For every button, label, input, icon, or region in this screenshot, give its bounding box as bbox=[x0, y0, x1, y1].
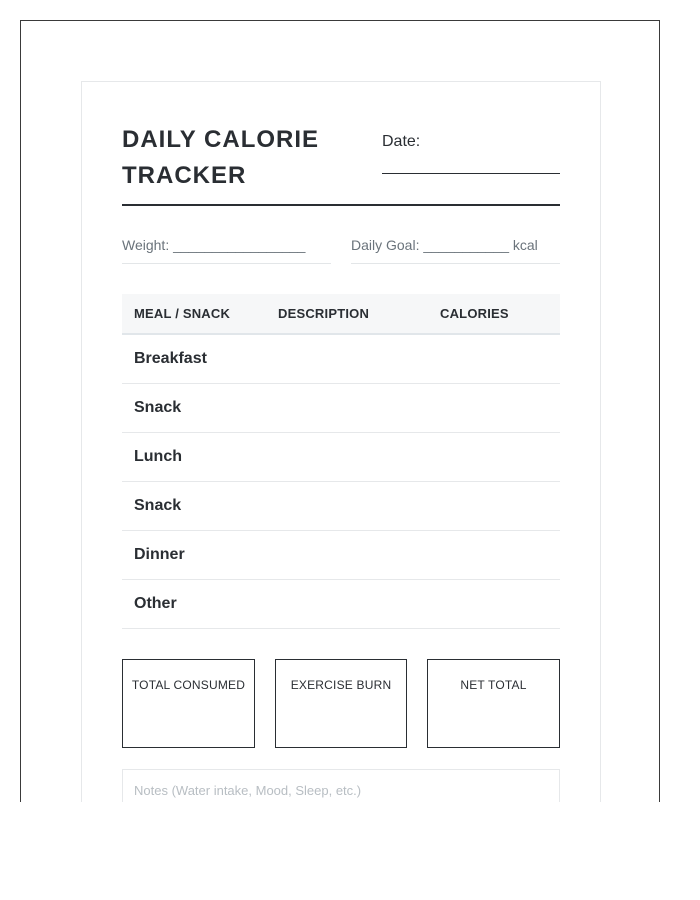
net-total-label: NET TOTAL bbox=[460, 678, 527, 692]
title-line-2: TRACKER bbox=[122, 162, 247, 189]
table-row[interactable] bbox=[122, 433, 560, 482]
daily-goal-field[interactable]: Daily Goal: ___________ kcal bbox=[351, 237, 538, 253]
column-header-calories: CALORIES bbox=[440, 306, 509, 321]
column-header-meal: MEAL / SNACK bbox=[134, 306, 231, 321]
page-cutoff bbox=[0, 802, 700, 900]
meal-label-lunch: Lunch bbox=[134, 448, 182, 465]
meal-label-snack-1: Snack bbox=[134, 399, 182, 416]
date-label: Date: bbox=[382, 133, 421, 150]
total-consumed-label: TOTAL CONSUMED bbox=[131, 678, 246, 692]
date-field-line[interactable] bbox=[382, 173, 560, 174]
meal-label-dinner: Dinner bbox=[134, 546, 185, 563]
exercise-burn-label: EXERCISE BURN bbox=[290, 678, 392, 692]
meal-label-breakfast: Breakfast bbox=[134, 350, 207, 367]
weight-field[interactable]: Weight: _________________ bbox=[122, 237, 306, 253]
table-row[interactable] bbox=[122, 531, 560, 580]
meal-table-header bbox=[122, 294, 560, 335]
net-total-box[interactable] bbox=[427, 659, 560, 748]
table-row[interactable] bbox=[122, 335, 560, 384]
goal-divider bbox=[351, 263, 560, 264]
title-divider bbox=[122, 204, 560, 206]
table-row[interactable] bbox=[122, 482, 560, 531]
notes-placeholder: Notes (Water intake, Mood, Sleep, etc.) bbox=[134, 783, 362, 798]
column-header-description: DESCRIPTION bbox=[278, 306, 370, 321]
title-line-1: DAILY CALORIE bbox=[122, 126, 320, 153]
exercise-burn-box[interactable] bbox=[275, 659, 407, 748]
table-row[interactable] bbox=[122, 580, 560, 629]
meal-label-snack-2: Snack bbox=[134, 497, 182, 514]
total-consumed-box[interactable] bbox=[122, 659, 255, 748]
meal-label-other: Other bbox=[134, 595, 177, 612]
table-row[interactable] bbox=[122, 384, 560, 433]
page-title bbox=[122, 122, 362, 194]
weight-divider bbox=[122, 263, 331, 264]
